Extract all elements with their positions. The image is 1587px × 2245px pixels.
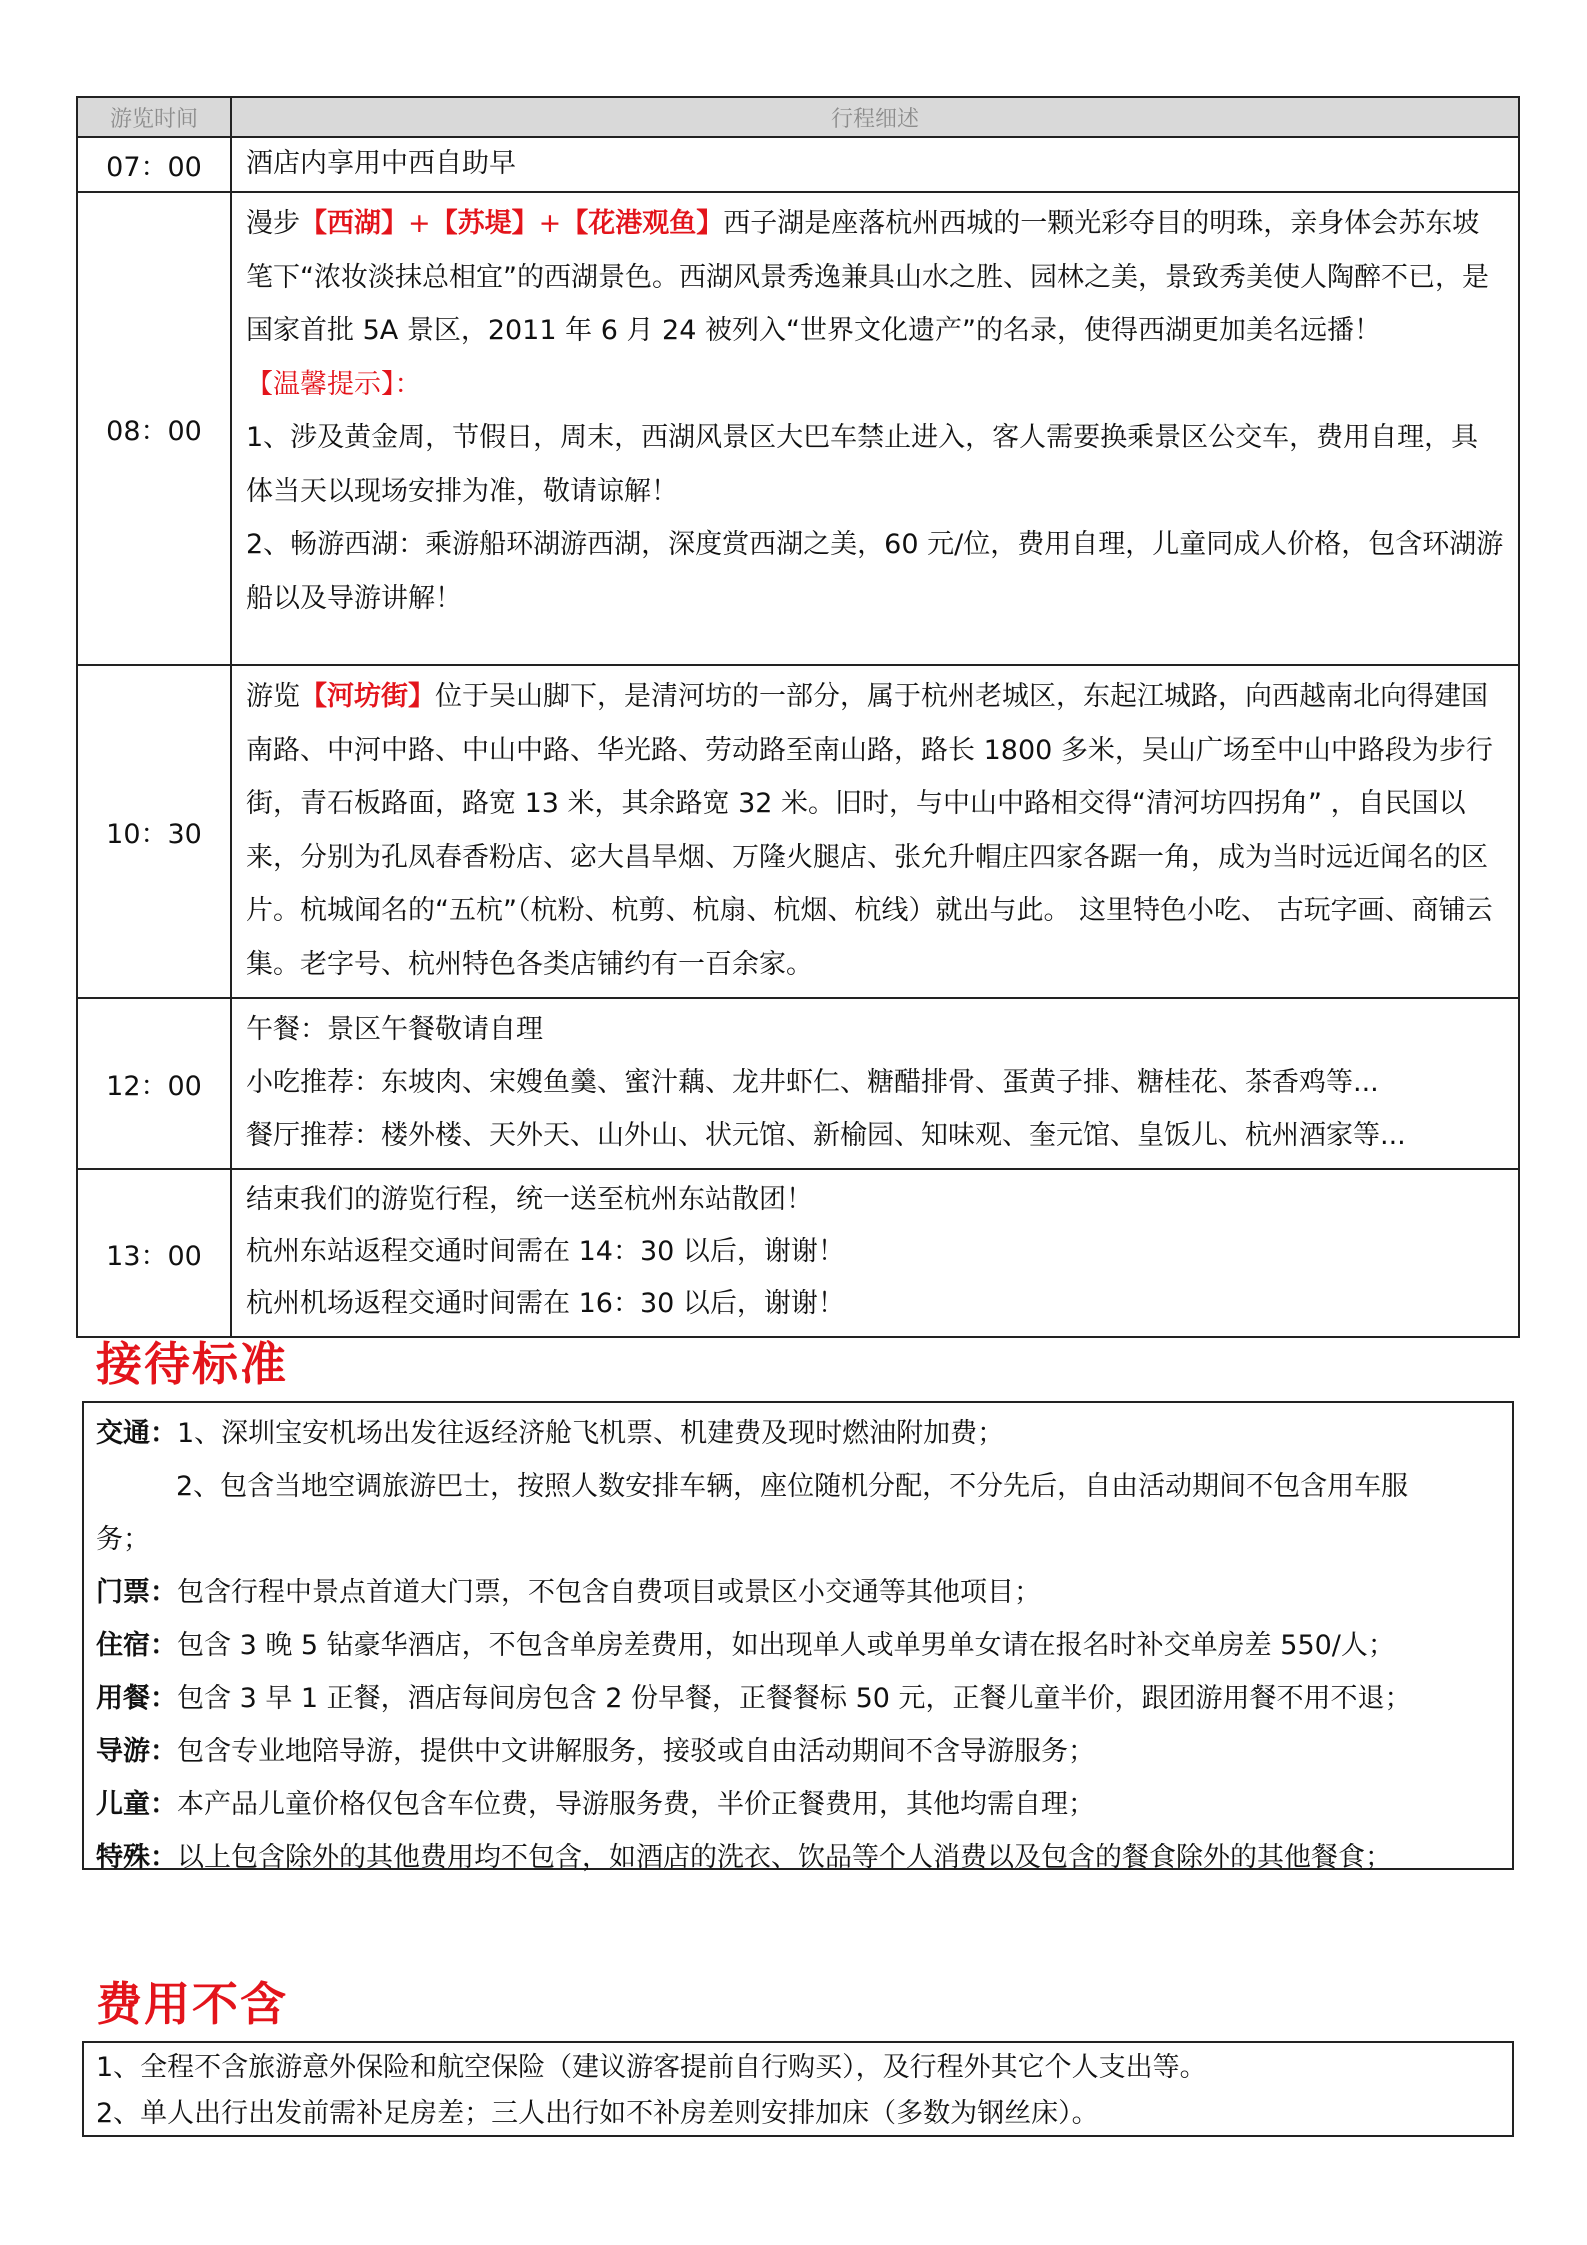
table-row xyxy=(77,192,1519,665)
tip-item: 2、畅游西湖：乘游船环湖游西湖，深度赏西湖之美，60 元/位，费用自理，儿童同成人价格，包含环湖游船以及导游讲解！ xyxy=(246,529,1504,614)
hefang-intro xyxy=(246,670,1504,991)
table-row xyxy=(77,137,1519,192)
excluded-box xyxy=(82,2041,1514,2137)
intro-prefix: 游览 xyxy=(246,681,300,712)
standard-item xyxy=(96,1566,1500,1619)
standards-box xyxy=(82,1401,1514,1873)
detail-line: 酒店内享用中西自助早 xyxy=(246,148,516,179)
excluded-item: 1、全程不含旅游意外保险和航空保险（建议游客提前自行购买），及行程外其它个人支出等。 xyxy=(96,2052,1207,2083)
row-detail xyxy=(231,192,1519,665)
highlight-su-causeway: 【苏堤】 xyxy=(430,208,539,239)
plus-sign: + xyxy=(538,208,562,239)
standard-item xyxy=(96,1831,1500,1884)
standard-text: 务； xyxy=(96,1524,150,1555)
standard-text: 包含 3 早 1 正餐，酒店每间房包含 2 份早餐，正餐餐标 50 元，正餐儿童半价，跟团游用餐不用不退； xyxy=(177,1683,1412,1714)
section-title-excluded: 费用不含 xyxy=(96,1977,288,2031)
itinerary-table xyxy=(76,96,1520,1338)
highlight-hefang-street: 【河坊街】 xyxy=(300,681,435,712)
highlight-west-lake: 【西湖】 xyxy=(300,208,408,239)
standard-text: 2、包含当地空调旅游巴士，按照人数安排车辆，座位随机分配，不分先后，自由活动期间不包含用车服 xyxy=(176,1471,1409,1502)
standard-text: 以上包含除外的其他费用均不包含，如酒店的洗衣、饮品等个人消费以及包含的餐食除外的其他餐食； xyxy=(177,1842,1392,1873)
header-time: 游览时间 xyxy=(77,97,231,137)
table-row xyxy=(77,1169,1519,1337)
tip-title: 【温馨提示】： xyxy=(246,368,422,400)
detail-line: 结束我们的游览行程，统一送至杭州东站散团！ xyxy=(246,1184,813,1215)
standard-item xyxy=(96,1672,1500,1725)
table-row xyxy=(77,665,1519,998)
standard-text: 1、深圳宝安机场出发往返经济舱飞机票、机建费及现时燃油附加费； xyxy=(177,1418,1005,1449)
section-title-standards: 接待标准 xyxy=(96,1337,288,1391)
row-time: 10：30 xyxy=(77,665,231,998)
plus-sign: + xyxy=(408,208,431,239)
standard-label: 特殊： xyxy=(96,1842,177,1873)
tip-item: 1、涉及黄金周，节假日，周末，西湖风景区大巴车禁止进入，客人需要换乘景区公交车，费用自理，具体当天以现场安排为准，敬请谅解！ xyxy=(246,422,1479,507)
standard-text: 包含 3 晚 5 钻豪华酒店，不包含单房差费用，如出现单人或单男单女请在报名时补交单房差 550/人； xyxy=(177,1630,1395,1661)
standard-text: 包含专业地陪导游，提供中文讲解服务，接驳或自由活动期间不含导游服务； xyxy=(177,1736,1095,1767)
row-detail xyxy=(231,137,1519,192)
standard-item-traffic xyxy=(96,1407,1500,1460)
intro-text: 位于吴山脚下，是清河坊的一部分，属于杭州老城区，东起江城路，向西越南北向得建国南路、中河中路、中山中路、华光路、劳动路至南山路，路长 1800 多米，吴山广场至中山中路段为步行街，青石板路面，路宽 13 米，其余路宽 32 米。旧时，与中山中路相交得“清河坊四拐角” ，自民国以来，分别为孔凤春香粉店、宓大昌旱烟、万隆火腿店、张允升帽庄四家各踞一角，成为当时远近闻名的区片。杭城闻名的“五杭”（杭粉、杭剪、杭扇、杭烟、杭线）就出与此。 这里特色小吃、 古玩字画、商铺云集。老字号、杭州特色各类店铺约有一百余家。 xyxy=(246,681,1493,980)
standard-label: 交通： xyxy=(96,1418,177,1449)
standard-item xyxy=(96,1619,1500,1672)
standard-item xyxy=(96,1778,1500,1831)
standard-label: 住宿： xyxy=(96,1630,177,1661)
row-time: 07：00 xyxy=(77,137,231,192)
west-lake-intro xyxy=(246,197,1504,358)
detail-line: 餐厅推荐：楼外楼、天外天、山外山、状元馆、新榆园、知味观、奎元馆、皇饭儿、杭州酒家等... xyxy=(246,1120,1406,1151)
standard-label: 导游： xyxy=(96,1736,177,1767)
table-header-row xyxy=(77,97,1519,137)
row-time: 13：00 xyxy=(77,1169,231,1337)
table-row xyxy=(77,998,1519,1169)
intro-text: 西子湖是座落杭州西城的一颗光彩夺目的明珠，亲身体会苏东坡笔下“浓妆淡抹总相宜”的西湖景色。西湖风景秀逸兼具山水之胜、园林之美，景致秀美使人陶醉不已，是国家首批 5A 景区，2011 年 6 月 24 被列入“世界文化遗产”的名录，使得西湖更加美名远播！ xyxy=(246,208,1489,346)
intro-prefix: 漫步 xyxy=(246,208,300,239)
standard-label: 用餐： xyxy=(96,1683,177,1714)
row-detail xyxy=(231,665,1519,998)
standard-text: 包含行程中景点首道大门票，不包含自费项目或景区小交通等其他项目； xyxy=(177,1577,1041,1608)
excluded-item: 2、单人出行出发前需补足房差；三人出行如不补房差则安排加床（多数为钢丝床）。 xyxy=(96,2098,1099,2129)
row-time: 12：00 xyxy=(77,998,231,1169)
standard-label: 儿童： xyxy=(96,1789,177,1820)
header-detail: 行程细述 xyxy=(231,97,1519,137)
detail-line: 小吃推荐：东坡肉、宋嫂鱼羹、蜜汁藕、龙井虾仁、糖醋排骨、蛋黄子排、糖桂花、茶香鸡等... xyxy=(246,1067,1379,1098)
detail-line: 午餐：景区午餐敬请自理 xyxy=(246,1014,543,1045)
row-time: 08：00 xyxy=(77,192,231,665)
row-detail xyxy=(231,1169,1519,1337)
standard-label: 门票： xyxy=(96,1577,177,1608)
row-detail xyxy=(231,998,1519,1169)
highlight-huagang: 【花港观鱼】 xyxy=(561,208,724,239)
standard-text: 本产品儿童价格仅包含车位费，导游服务费，半价正餐费用，其他均需自理； xyxy=(177,1789,1095,1820)
standard-item xyxy=(96,1725,1500,1778)
detail-line: 杭州机场返程交通时间需在 16：30 以后，谢谢！ xyxy=(246,1288,845,1319)
detail-line: 杭州东站返程交通时间需在 14：30 以后，谢谢！ xyxy=(246,1236,845,1267)
